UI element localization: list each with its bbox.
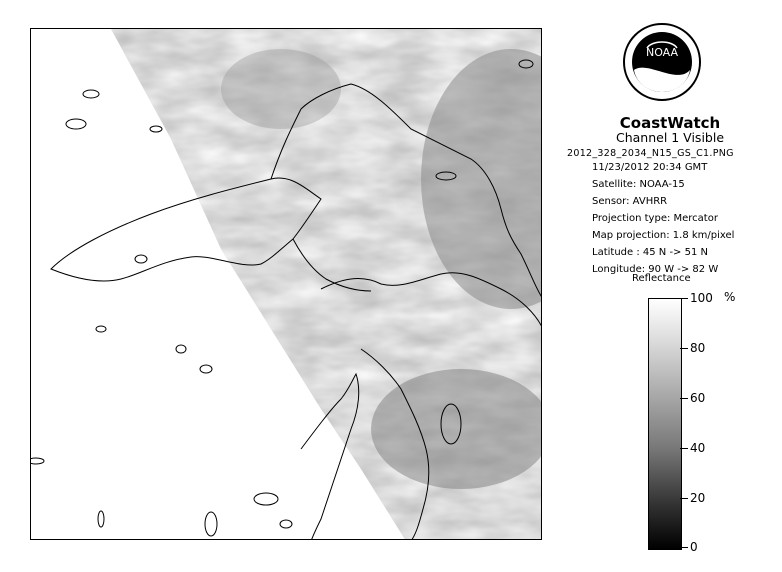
colorbar-tick [680,398,688,399]
legend-title: Reflectance [632,273,691,284]
colorbar-label: 60 [690,391,706,405]
projection-label: Projection type: Mercator [592,213,718,224]
colorbar-label: 20 [690,491,706,505]
product-title: CoastWatch [619,114,721,132]
colorbar-tick [680,348,688,349]
map-graphic [31,29,542,540]
filename-label: 2012_328_2034_N15_GS_C1.PNG [567,148,734,159]
colorbar-label: 80 [690,341,706,355]
colorbar-label: 0 [690,540,698,554]
resolution-label: Map projection: 1.8 km/pixel [592,230,735,241]
colorbar-label: 100 [690,291,713,305]
colorbar-tick [680,448,688,449]
noaa-logo [622,20,702,110]
latitude-label: Latitude : 45 N -> 51 N [592,247,708,258]
sensor-label: Sensor: AVHRR [592,196,668,207]
legend-unit: % [724,290,736,304]
datetime-label: 11/23/2012 20:34 GMT [592,162,708,173]
colorbar-tick [680,498,688,499]
noaa-seal-icon [622,20,702,110]
logo-text: NOAA [645,46,679,59]
satellite-swath [31,29,542,540]
satellite-image-map [30,28,542,540]
colorbar-tick [680,298,688,299]
longitude-label: Longitude: 90 W -> 82 W [592,264,719,275]
reflectance-colorbar [648,298,682,550]
colorbar-tick [680,547,688,548]
colorbar-label: 40 [690,441,706,455]
satellite-label: Satellite: NOAA-15 [592,179,685,190]
channel-label: Channel 1 Visible [615,130,725,145]
